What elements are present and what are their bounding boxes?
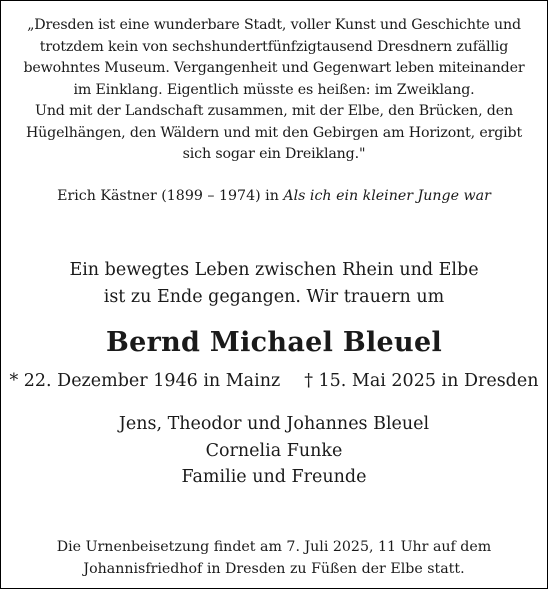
intro-text <box>1 257 547 311</box>
notice-line: Die Urnenbeisetzung findet am 7. Juli 2025, 11 Uhr auf dem <box>56 539 492 555</box>
birth-date: * 22. Dezember 1946 in Mainz <box>9 371 281 391</box>
mourner-line: Cornelia Funke <box>205 440 343 461</box>
intro-line: Ein bewegtes Leben zwischen Rhein und Elbe <box>69 260 479 280</box>
mourners-list <box>1 411 547 491</box>
mourner-line: Jens, Theodor und Johannes Bleuel <box>118 414 430 434</box>
mourner-line: Familie und Freunde <box>181 467 367 487</box>
quote-line: bewohntes Museum. Vergangenheit und Gegenwart leben miteinander <box>23 60 525 76</box>
quote-line: trotzdem kein von sechshundertfünfzigtausend Dresdnern zufällig <box>39 38 509 55</box>
quote-line: Hügelhängen, den Wäldern und mit den Gebirgen am Horizont, ergibt <box>25 124 523 141</box>
quote-block <box>7 15 541 166</box>
intro-line: ist zu Ende gegangen. Wir trauern um <box>103 287 445 307</box>
quote-author: Erich Kästner (1899 – 1974) <box>57 188 261 204</box>
notice-line: Johannisfriedhof in Dresden zu Füßen der Elbe statt. <box>83 560 465 577</box>
quote-line: im Einklang. Eigentlich müsste es heißen: im Zweiklang. <box>73 81 475 98</box>
death-date: † 15. Mai 2025 in Dresden <box>304 371 539 391</box>
deceased-name: Bernd Michael Bleuel <box>106 327 442 358</box>
quote-line: Und mit der Landschaft zusammen, mit der Elbe, den Brücken, den <box>35 103 513 119</box>
quote-attribution <box>1 185 547 207</box>
quote-line: „Dresden ist eine wunderbare Stadt, voller Kunst und Geschichte und <box>27 17 521 33</box>
burial-notice <box>1 537 547 580</box>
quote-work-title: Als ich ein kleiner Junge war <box>283 188 491 204</box>
quote-line: sich sogar ein Dreiklang." <box>182 146 366 162</box>
quote-connector: in <box>265 188 279 204</box>
life-dates <box>1 367 547 395</box>
